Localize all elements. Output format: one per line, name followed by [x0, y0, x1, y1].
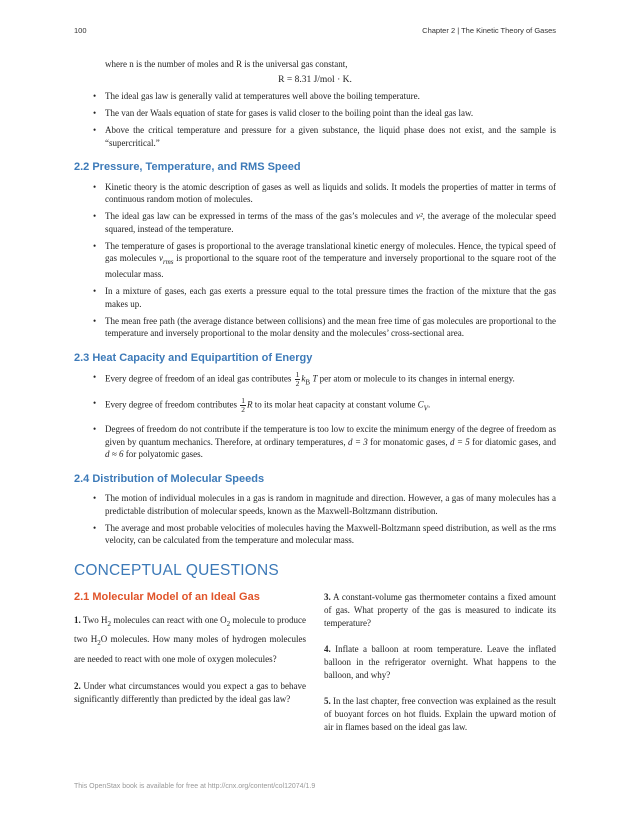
- list-item: • The temperature of gases is proportional to the average translational kinetic energy of molecules. Hence, the typical speed of gas molecules $v_{rms}$ is proportional to the square root of the temperature and inversely proportional to the square root of the molecular mass.: [74, 240, 556, 281]
- question-5: 5. In the last chapter, free convection was explained as the result of buoyant forces on hot fluids. Explain the upward motion of air in flames based on the ideal gas law.: [324, 696, 557, 733]
- question-2: 2. Under what circumstances would you expect a gas to behave significantly differently than predicted by the ideal gas law?: [74, 681, 306, 705]
- question-1: 1. Two $H_2$ molecules can react with one $O_2$ molecule to produce two $H_2O$ molecules. How many moles of hydrogen molecules are needed to react with one mole of oxygen molecules?: [74, 614, 307, 665]
- v-squared-symbol: v²,: [415, 211, 425, 221]
- gas-constant-equation: R = 8.31 J/mol · K.: [278, 74, 352, 85]
- left-column: [74, 591, 306, 747]
- fraction-half: $\frac{1}{2}$: [295, 370, 300, 389]
- list-item: • The ideal gas law can be expressed in terms of the mass of the gas’s molecules and v², the average of the molecular speed squared, instead of the temperature.: [74, 210, 556, 235]
- questions-columns: [74, 591, 556, 747]
- conceptual-questions-heading: CONCEPTUAL QUESTIONS: [74, 561, 279, 579]
- list-item: • Every degree of freedom contributes $\frac{1}{2}$ R to its molar heat capacity at constant volume $C_V$.: [74, 397, 556, 415]
- subsection-title-2-1: 2.1 Molecular Model of an Ideal Gas: [74, 591, 260, 604]
- section-title-2-3: 2.3 Heat Capacity and Equipartition of Energy: [74, 351, 313, 364]
- question-3: 3. A constant-volume gas thermometer contains a fixed amount of gas. What property of the gas is measured to indicate its temperature?: [324, 592, 556, 629]
- chapter-header: Chapter 2 | The Kinetic Theory of Gases: [422, 26, 556, 35]
- constant-text: where n is the number of moles and R is the universal gas constant,: [105, 59, 348, 69]
- question-4: 4. Inflate a balloon at room temperature. Leave the inflated balloon in the refrigerator overnight. What happens to the balloon, and why?: [324, 644, 557, 681]
- list-item: • Every degree of freedom of an ideal gas contributes $\frac{1}{2}$ $k_B$ T per atom or molecule to its changes in internal energy.: [74, 371, 556, 389]
- section-title-2-2: 2.2 Pressure, Temperature, and RMS Speed: [74, 161, 301, 173]
- list-item: • The mean free path (the average distance between collisions) and the mean free time of gas molecules are proportional to the temperature and inversely proportional to the molar density and the molecules’ cross-sectional area.: [74, 315, 556, 340]
- section-2-3-bullets: [74, 371, 556, 460]
- section-2-4-bullets: [74, 492, 556, 547]
- list-item: • Degrees of freedom do not contribute if the temperature is too low to excite the minimum energy of the degree of freedom as given by quantum mechanics. Therefore, at ordinary temperatures, d = 3 for monatomic gases, d = 5 for diatomic gases, and d ≈ 6 for polyatomic gases.: [74, 423, 556, 461]
- list-item: • The average and most probable velocities of molecules having the Maxwell-Boltzmann speed distribution, as well as the rms velocity, can be calculated from the temperature and molecular mass.: [74, 522, 556, 547]
- list-item: • Kinetic theory is the atomic description of gases as well as liquids and solids. It models the properties of matter in terms of continuous random motion of molecules.: [74, 181, 556, 206]
- list-item: • In a mixture of gases, each gas exerts a pressure equal to the total pressure times the fraction of the mixture that the gas makes up.: [74, 285, 556, 310]
- footer-note: This OpenStax book is available for free at http://cnx.org/content/col12074/1.9: [74, 783, 316, 790]
- list-item: • The motion of individual molecules in a gas is random in magnitude and direction. However, a gas of many molecules has a predictable distribution of molecular speeds, known as the Maxwell-Boltzmann distribution.: [74, 492, 556, 517]
- fraction-half: $\frac{1}{2}$: [241, 396, 245, 415]
- right-column: [324, 591, 556, 747]
- main-content: [74, 58, 556, 747]
- list-item: • Above the critical temperature and pressure for a given substance, the liquid phase does not exist, and the sample is “supercritical.”: [74, 124, 556, 149]
- list-item: • The van der Waals equation of state for gases is valid closer to the boiling point than the ideal gas law.: [74, 107, 556, 120]
- section-title-2-4: 2.4 Distribution of Molecular Speeds: [74, 472, 265, 485]
- page-number: 100: [74, 26, 87, 35]
- section-2-2-bullets: [74, 181, 556, 340]
- v-rms-symbol: $v_{rms}$: [159, 253, 174, 266]
- list-item: • The ideal gas law is generally valid at temperatures well above the boiling temperature.: [74, 90, 556, 103]
- intro-bullets: [74, 90, 556, 149]
